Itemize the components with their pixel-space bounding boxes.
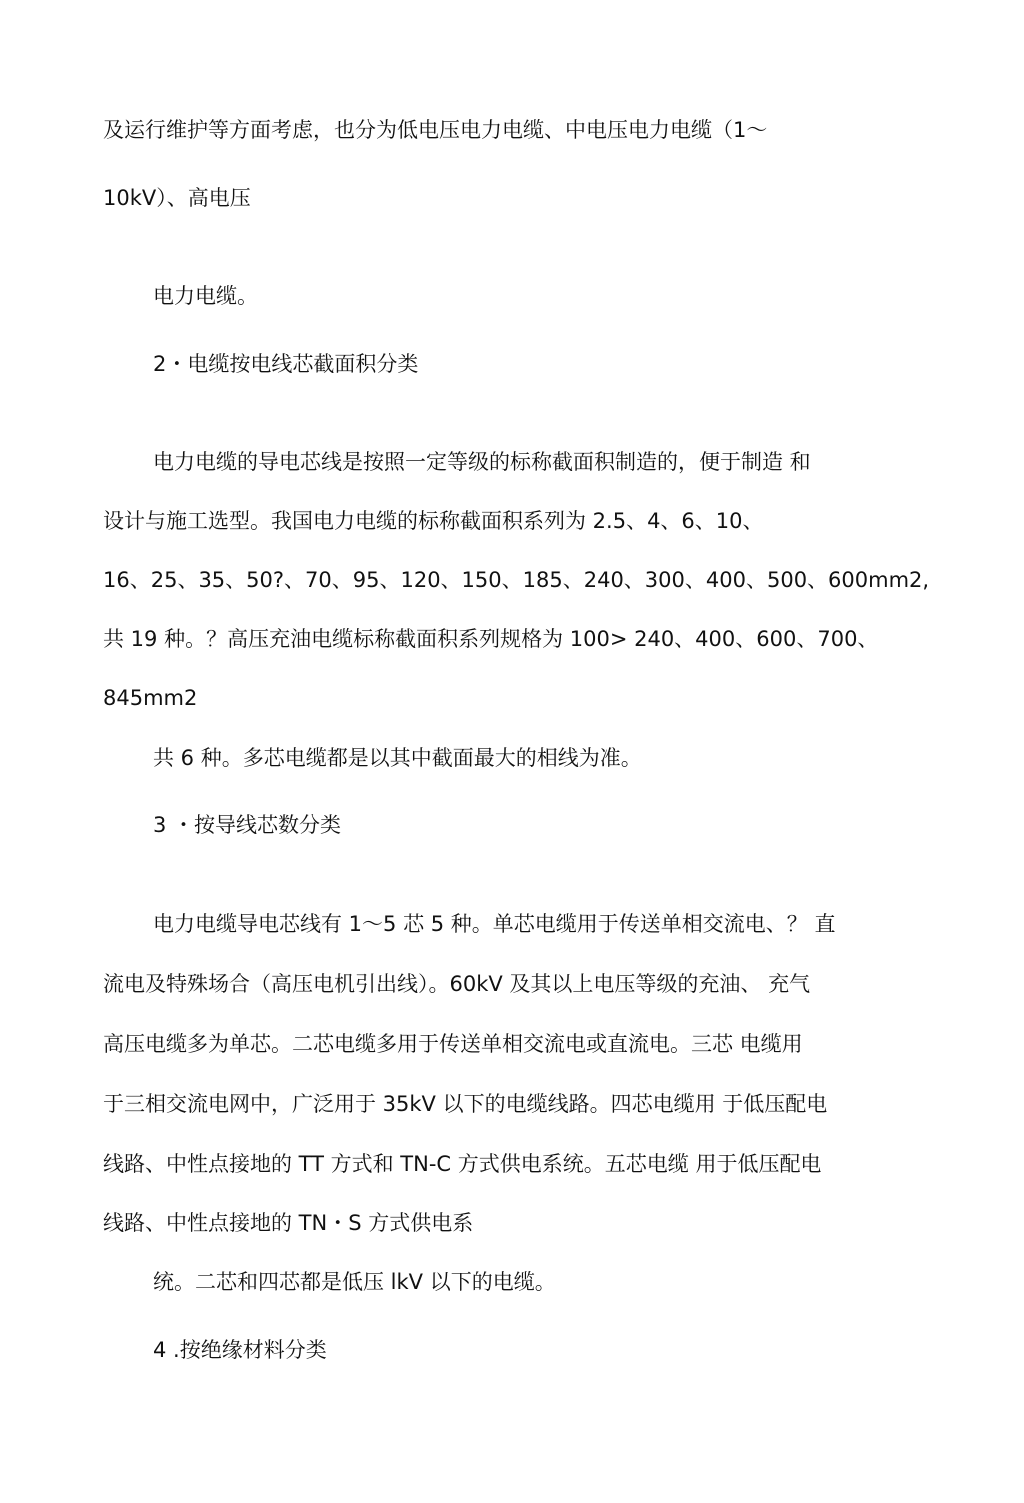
text-line: 高压电缆多为单芯。二芯电缆多用于传送单相交流电或直流电。三芯 电缆用 (103, 1032, 803, 1056)
text-line: 线路、中性点接地的 TT 方式和 TN-C 方式供电系统。五芯电缆 用于低压配电 (103, 1152, 822, 1176)
text-line: 电力电缆。 (153, 284, 258, 308)
section-heading: 3 ・按导线芯数分类 (153, 813, 342, 837)
text-line: 电力电缆导电芯线有 1〜5 芯 5 种。单芯电缆用于传送单相交流电、？ 直 (153, 912, 836, 936)
text-line: 及运行维护等方面考虑，也分为低电压电力电缆、中电压电力电缆（1〜 (103, 118, 768, 142)
text-line: 设计与施工选型。我国电力电缆的标称截面积系列为 2.5、4、6、10、 (103, 509, 764, 533)
text-line: 于三相交流电网中，广泛用于 35kV 以下的电缆线路。四芯电缆用 于低压配电 (103, 1092, 828, 1116)
text-line: 电力电缆的导电芯线是按照一定等级的标称截面积制造的，便于制造 和 (153, 450, 811, 474)
text-line: 共 19 种。？高压充油电缆标称截面积系列规格为 100> 240、400、600、700、 (103, 627, 879, 651)
text-line: 10kV）、高电压 (103, 186, 251, 210)
text-line: 共 6 种。多芯电缆都是以其中截面最大的相线为准。 (153, 746, 642, 770)
section-heading: 4 .按绝缘材料分类 (153, 1338, 327, 1362)
text-line: 16、25、35、50?、70、95、120、150、185、240、300、400、500、600mm2, (103, 568, 930, 592)
text-line: 统。二芯和四芯都是低压 lkV 以下的电缆。 (153, 1270, 556, 1294)
section-heading: 2・电缆按电线芯截面积分类 (153, 352, 419, 376)
text-line: 线路、中性点接地的 TN・S 方式供电系 (103, 1211, 474, 1235)
text-line: 845mm2 (103, 686, 198, 710)
text-line: 流电及特殊场合（高压电机引出线）。60kV 及其以上电压等级的充油、 充气 (103, 972, 811, 996)
